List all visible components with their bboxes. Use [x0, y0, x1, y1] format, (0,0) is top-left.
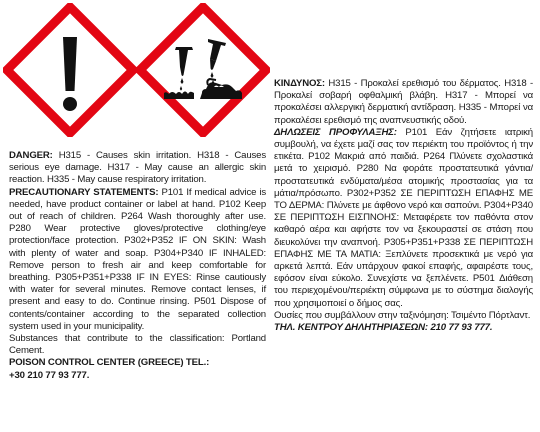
gr-poison-paragraph — [274, 322, 533, 334]
en-danger-paragraph — [9, 150, 266, 187]
en-poison-phone: +30 210 77 93 777. — [9, 369, 90, 381]
corrosion-pictogram — [136, 3, 270, 137]
en-substances-text: Substances that contribute to the classification: Portland Cement. — [9, 333, 266, 357]
en-precaution-paragraph — [9, 187, 266, 333]
gr-substances-text: Ουσίες που συμβάλλουν στην ταξινόμηση: Τσιμέντο Πόρτλαντ. — [274, 309, 531, 321]
en-poison-label: POISON CONTROL CENTER (GREECE) TEL.: — [9, 357, 210, 369]
exclamation-mark-pictogram — [3, 3, 137, 137]
exclamation-dot-icon — [63, 97, 77, 111]
english-hazard-text — [9, 150, 266, 382]
en-substances-paragraph — [9, 333, 266, 357]
en-precaution-label: PRECAUTIONARY STATEMENTS: — [9, 186, 159, 198]
gr-danger-text: H315 - Προκαλεί ερεθισμό του δέρματος. H318 - Προκαλεί σοβαρή οφθαλμική βλάβη. H317 - Μπορεί να προκαλέσει αλλεργική δερματική αντίδραση. H335 - Μπορεί να προκαλέσει ερεθισμό της αναπνευστικής οδού. — [274, 78, 533, 126]
greek-hazard-text — [274, 78, 533, 334]
en-precaution-text: P101 If medical advice is needed, have product container or label at hand. P102 Keep out of reach of children. P264 Wash thoroughly after use. P280 Wear protective gloves/protective clothing/eye protection/face protection. P302+P352 IF ON SKIN: Wash with plenty of water and soap. P304+P340 IF INHALED: Remove person to fresh air and keep comfortable for breathing. P305+P351+P338 IF IN EYES: Rinse cautiously with water for several minutes. Remove contact lenses, if present and easy to do. Continue rinsing. P501 Dispose of contents/container according to the separated collection system used in your municipality. — [9, 186, 266, 332]
gr-danger-label: ΚΙΝΔΥΝΟΣ: — [274, 78, 325, 89]
gr-precaution-paragraph — [274, 127, 533, 310]
en-poison-paragraph — [9, 357, 266, 381]
gr-poison-label: ΤΗΛ. ΚΕΝΤΡΟΥ ΔΗΛΗΤΗΡΙΑΣΕΩΝ: 210 77 93 777. — [274, 322, 493, 334]
en-danger-text: H315 - Causes skin irritation. H318 - Causes serious eye damage. H317 - May cause an allergic skin reaction. H335 - May cause respiratory irritation. — [9, 150, 266, 186]
gr-precaution-text: P101 Εάν ζητήσετε ιατρική συμβουλή, να έχετε μαζί σας τον περιέκτη του προϊόντος ή την ετικέτα. P102 Μακριά από παιδιά. P264 Πλύνετε σχολαστικά μετά το χειρισμό. P280 Να φοράτε προστατευτικά γάντια/προστατευτικά ενδύματα/μέσα ατομικής προστασίας για τα μάτια/πρόσωπο. P302+P352 ΣΕ ΠΕΡΙΠΤΩΣΗ ΕΠΑΦΗΣ ΜΕ ΤΟ ΔΕΡΜΑ: Πλύνετε με άφθονο νερό και σαπούνι. P304+P340 ΣΕ ΠΕΡΙΠΤΩΣΗ ΕΙΣΠΝΟΗΣ: Μεταφέρετε τον παθόντα στον καθαρό αέρα και αφήστε τον να ξεκουραστεί σε στάση που διευκολύνει την αναπνοή. P305+P351+P338 ΣΕ ΠΕΡΙΠΤΩΣΗ ΕΠΑΦΗΣ ΜΕ ΤΑ ΜΑΤΙΑ: Ξεπλύνετε προσεκτικά με νερό για αρκετά λεπτά. Εάν υπάρχουν φακοί επαφής, αφαιρέστε τους, εφόσον είναι εύκολο. Συνεχίστε να ξεπλένετε. P501 Διάθεση του περιεχομένου/περιέκτη σύμφωνα με το σύστημα διαλογής που χρησιμοποιεί ο δήμος σας. — [274, 126, 533, 309]
en-danger-label: DANGER: — [9, 150, 53, 161]
gr-substances-paragraph — [274, 310, 533, 322]
gr-precaution-label: ΔΗΛΩΣΕΙΣ ΠΡΟΦΥΛΑΞΗΣ: — [274, 126, 397, 138]
gr-danger-paragraph — [274, 78, 533, 127]
